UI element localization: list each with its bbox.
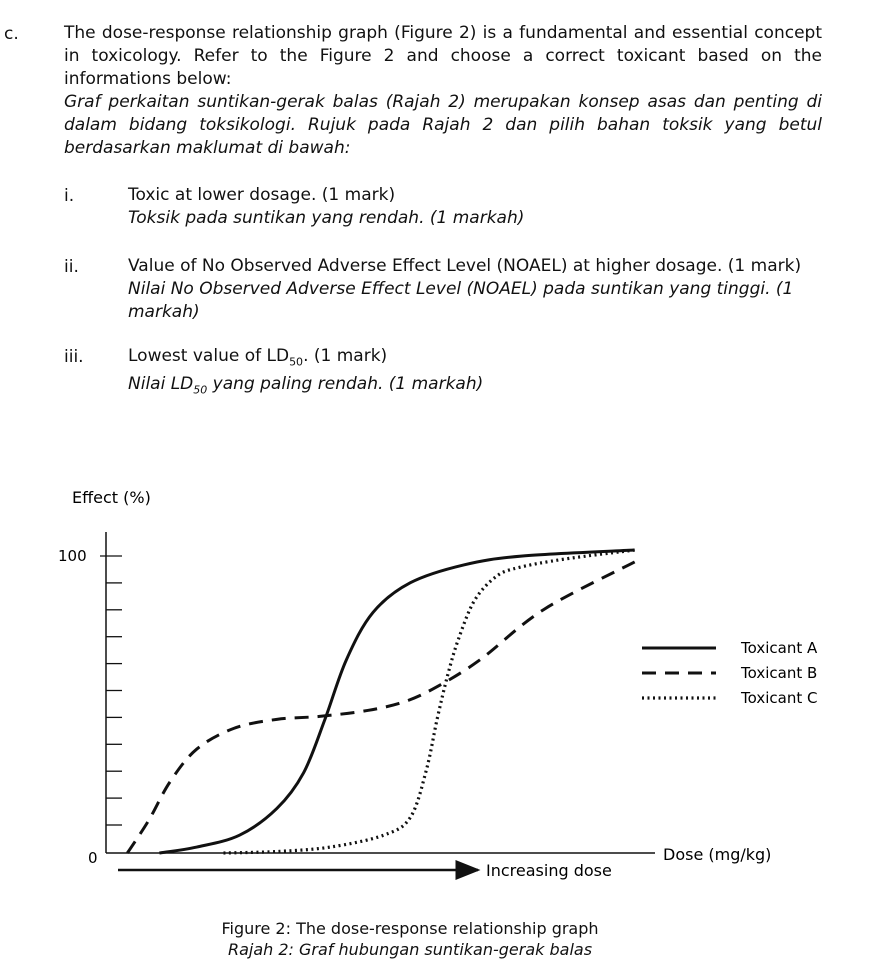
y-tick-label-100: 100	[58, 547, 87, 565]
series-lines	[127, 550, 634, 853]
item-number-ii: ii.	[64, 257, 79, 277]
legend-label: Toxicant A	[741, 639, 818, 657]
item-iii-ms-pre: Nilai LD	[128, 374, 194, 395]
y-tick-label-0: 0	[88, 849, 98, 867]
item-ii-english: Value of No Observed Adverse Effect Level (NOAEL) at higher dosage. (1 mark)	[128, 256, 802, 276]
item-ii-malay: Nilai No Observed Adverse Effect Level (NOAEL) pada suntikan yang tinggi. (1 markah)	[128, 279, 794, 322]
intro-english: The dose-response relationship graph (Figure 2) is a fundamental and essential concept in toxicology. Refer to the Figure 2 and choose a correct toxicant based on the informations below:	[64, 23, 822, 89]
item-iii-en-pre: Lowest value of LD	[128, 346, 290, 366]
item-i	[128, 184, 828, 230]
x-axis-label: Dose (mg/kg)	[663, 845, 772, 864]
figure-caption	[0, 918, 820, 960]
item-i-english: Toxic at lower dosage. (1 mark)	[128, 185, 396, 205]
item-iii	[128, 345, 828, 402]
series-line-toxicant-c	[223, 550, 634, 853]
item-iii-en-sub: 50	[289, 355, 304, 369]
caption-english: Figure 2: The dose-response relationship graph	[221, 919, 599, 938]
caption-malay: Rajah 2: Graf hubungan suntikan-gerak balas	[227, 940, 593, 959]
intro-malay: Graf perkaitan suntikan-gerak balas (Rajah 2) merupakan konsep asas dan penting di dalam bidang toksikologi. Rujuk pada Rajah 2 dan pilih bahan toksik yang betul berdasarkan maklumat di bawah:	[64, 92, 822, 158]
y-axis-ticks	[100, 556, 122, 825]
item-iii-ms-post: yang paling rendah. (1 markah)	[207, 374, 484, 395]
item-ii	[128, 255, 828, 324]
increasing-dose-label: Increasing dose	[486, 861, 612, 880]
item-iii-en-post: . (1 mark)	[303, 346, 388, 366]
legend	[642, 639, 818, 707]
series-line-toxicant-a	[159, 550, 634, 853]
item-i-malay: Toksik pada suntikan yang rendah. (1 markah)	[128, 208, 525, 228]
legend-label: Toxicant B	[741, 664, 818, 682]
dose-response-chart	[0, 470, 895, 900]
item-iii-malay	[128, 373, 828, 401]
item-number-iii: iii.	[64, 347, 84, 367]
question-intro	[64, 22, 822, 160]
y-axis-label: Effect (%)	[72, 488, 151, 507]
item-number-i: i.	[64, 186, 75, 206]
item-iii-english	[128, 345, 828, 373]
item-iii-ms-sub: 50	[193, 383, 208, 397]
question-letter: c.	[4, 24, 19, 44]
legend-label: Toxicant C	[741, 689, 818, 707]
